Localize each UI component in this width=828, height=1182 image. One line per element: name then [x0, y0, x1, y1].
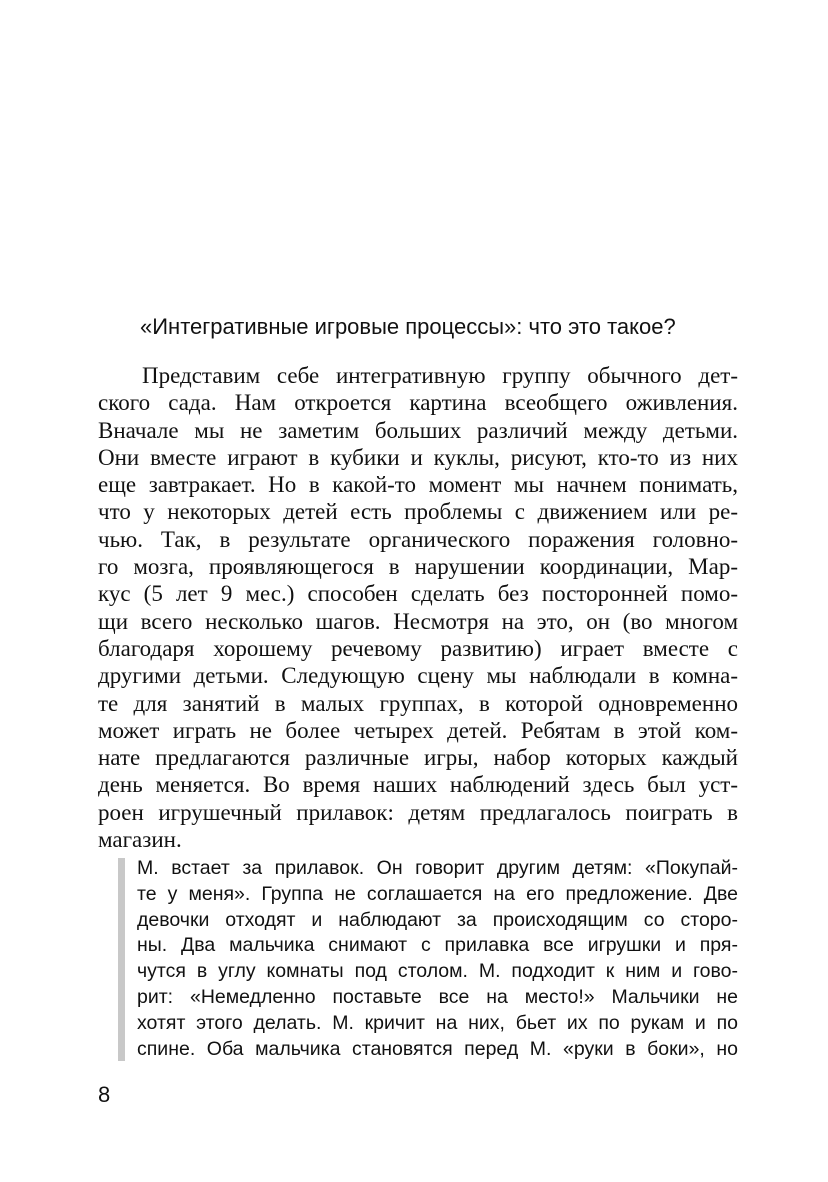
observation-line: ны. Два мальчика снимают с прилавка все игрушки и пря-	[137, 934, 738, 957]
paragraph-line: день меняется. Во время наших наблюдений здесь был уст-	[98, 772, 738, 798]
paragraph-line: еще завтракает. Но в какой-то момент мы начнем понимать,	[98, 472, 738, 498]
paragraph-line: Они вместе играют в кубики и куклы, рисуют, кто-то из них	[98, 444, 738, 470]
paragraph-line: нате предлагаются различные игры, набор которых каждый	[98, 745, 738, 771]
paragraph-line: Представим себе интегративную группу обычного дет-	[142, 363, 738, 388]
paragraph-line: другими детьми. Следующую сцену мы наблюдали в комна-	[98, 663, 738, 689]
paragraph-line: го мозга, проявляющегося в нарушении координации, Мар-	[98, 554, 738, 580]
quote-bar	[118, 858, 125, 1061]
observation-block	[137, 856, 738, 1062]
paragraph-line: может играть не более четырех детей. Ребятам в этой ком-	[98, 717, 738, 743]
paragraph-line: щи всего несколько шагов. Несмотря на это, он (во многом	[98, 608, 738, 634]
section-heading: «Интегративные игровые процессы»: что это такое?	[140, 314, 676, 339]
paragraph-line: кус (5 лет 9 мес.) способен сделать без посторонней помо-	[98, 581, 738, 607]
page-number: 8	[98, 1082, 111, 1107]
paragraph-line: роен игрушечный прилавок: детям предлагалось поиграть в	[98, 799, 738, 825]
observation-line: хотят этого делать. М. кричит на них, бьет их по рукам и по	[137, 1011, 738, 1034]
paragraph-line: благодаря хорошему речевому развитию) играет вместе с	[98, 635, 738, 661]
observation-line: девочки отходят и наблюдают за происходящим со сторо-	[137, 908, 738, 931]
observation-line: рит: «Немедленно поставьте все на место!» Мальчики не	[137, 985, 738, 1008]
paragraph-line: что у некоторых детей есть проблемы с движением или ре-	[98, 499, 738, 525]
paragraph-line: ского сада. Нам откроется картина всеобщего оживления.	[98, 390, 738, 416]
paragraph-line: магазин.	[98, 827, 182, 853]
paragraph-line: Вначале мы не заметим больших различий между детьми.	[98, 417, 738, 443]
paragraph-line: те для занятий в малых группах, в которой одновременно	[98, 690, 738, 716]
observation-line: М. встает за прилавок. Он говорит другим детям: «Покупай-	[137, 857, 738, 879]
observation-line: те у меня». Группа не соглашается на его предложение. Две	[137, 882, 738, 905]
observation-line: спине. Оба мальчика становятся перед М. «руки в боки», но	[137, 1037, 738, 1060]
main-paragraph	[98, 362, 738, 853]
observation-line: чутся в углу комнаты под столом. М. подходит к ним и гово-	[137, 960, 738, 983]
paragraph-line: чью. Так, в результате органического поражения головно-	[98, 526, 738, 552]
